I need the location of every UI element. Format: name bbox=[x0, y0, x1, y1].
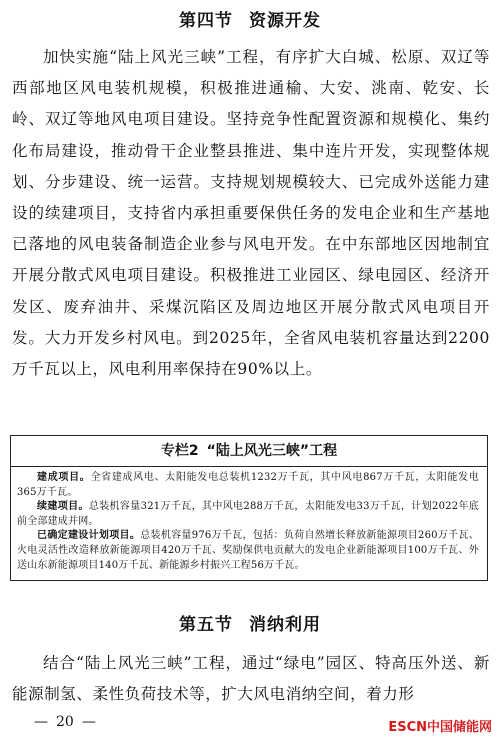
box-item-text: 全省建成风电、太阳能发电总装机1232万千瓦，其中风电867万千瓦，太阳能发电365万千瓦。 bbox=[17, 472, 480, 498]
box-item-text: 总装机容量976万千瓦，包括：负荷自然增长释放新能源项目260万千瓦、火电灵活性改造释放新能源项目420万千瓦、奖励保供电贡献大的发电企业新能源项目100万千瓦、外送山东新能源项目140万千瓦、新能源乡村振兴工程56万千瓦。 bbox=[17, 530, 479, 571]
box-item bbox=[17, 471, 479, 500]
column-box bbox=[10, 435, 488, 581]
box-item bbox=[17, 529, 479, 573]
section5-title: 消纳利用 bbox=[249, 615, 321, 635]
section4-label: 第四节 bbox=[179, 11, 233, 31]
dash-left: — bbox=[34, 714, 48, 730]
paragraph-consumption: 结合“陆上风光三峡”工程，通过“绿电”园区、特高压外送、新能源制氢、柔性负荷技术等，扩大风电消纳空间，着力形 bbox=[12, 654, 490, 704]
column-box-heading: “陆上风光三峡”工程 bbox=[206, 443, 338, 459]
column-box-label: 专栏2 bbox=[160, 443, 199, 459]
box-item-head: 续建项目。 bbox=[37, 501, 89, 513]
section4-heading bbox=[0, 6, 500, 31]
box-item-head: 建成项目。 bbox=[37, 472, 91, 483]
dash-right: — bbox=[81, 714, 96, 730]
section5-label: 第五节 bbox=[179, 615, 233, 635]
box-item-head: 已确定建设计划项目。 bbox=[37, 530, 141, 542]
box-item-text: 总装机容量321万千瓦，其中风电288万千瓦，太阳能发电33万千瓦，计划2022年底前全部建成并网。 bbox=[17, 501, 480, 527]
section5-heading bbox=[0, 610, 500, 635]
section4-title: 资源开发 bbox=[249, 11, 321, 31]
paragraph-resource-development: 加快实施“陆上风光三峡”工程，有序扩大白城、松原、双辽等西部地区风电装机规模，积极推进通榆、大安、洮南、乾安、长岭、双辽等地风电项目建设。坚持竞争性配置资源和规模化、集约化布局建设，推动骨干企业整县推进、集中连片开发，实现整体规划、分步建设、统一运营。支持规划规模较大、已完成外送能力建设的续建项目，支持省内承担重要保供任务的发电企业和生产基地已落地的风电装备制造企业参与风电开发。在中东部地区因地制宜开展分散式风电项目建设。积极推进工业园区、绿电园区、经济开发区、废弃油井、采煤沉陷区及周边地区开展分散式风电项目开发。大力开发乡村风电。到2025年，全省风电装机容量达到2200万千瓦以上，风电利用率保持在90%以上。 bbox=[12, 48, 490, 379]
column-box-title bbox=[11, 436, 487, 467]
escn-logo: ESCN中国储能网 bbox=[388, 720, 492, 735]
page-number bbox=[30, 714, 100, 730]
page-number-value: 20 bbox=[56, 714, 74, 730]
column-box-body bbox=[11, 467, 487, 573]
box-item bbox=[17, 500, 479, 529]
